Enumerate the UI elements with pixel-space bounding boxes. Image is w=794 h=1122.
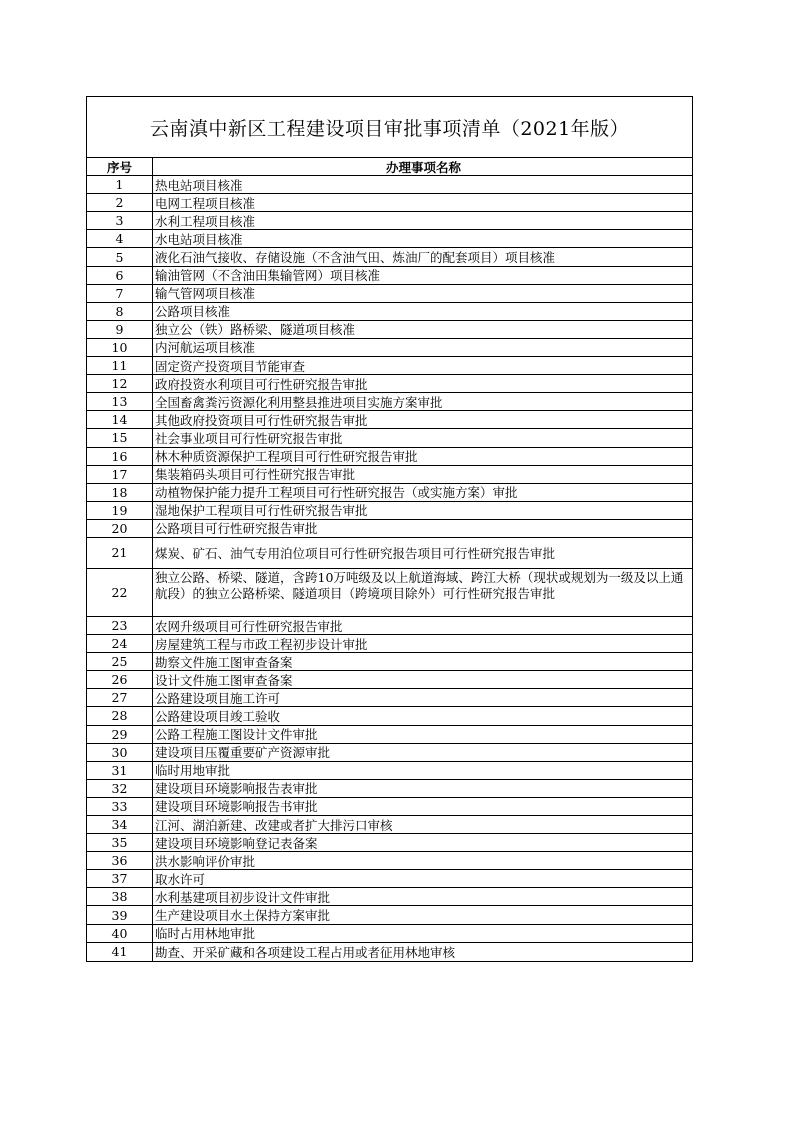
page-title: 云南滇中新区工程建设项目审批事项清单（2021年版） [87, 97, 692, 158]
table-row [87, 744, 692, 762]
row-number: 29 [87, 726, 153, 743]
item-name: 取水许可 [155, 871, 206, 887]
row-number: 25 [87, 653, 153, 670]
item-name: 煤炭、矿石、油气专用泊位项目可行性研究报告项目可行性研究报告审批 [155, 545, 556, 561]
item-name: 其他政府投资项目可行性研究报告审批 [155, 412, 368, 428]
row-number: 36 [87, 852, 153, 869]
table-row [87, 303, 692, 321]
row-number: 21 [87, 538, 153, 568]
row-number: 15 [87, 429, 153, 446]
table-row [87, 762, 692, 780]
table-row [87, 707, 692, 725]
table-row [87, 194, 692, 212]
item-name: 公路建设项目施工许可 [155, 690, 281, 706]
item-name: 设计文件施工图审查备案 [155, 672, 293, 688]
item-name: 水利工程项目核准 [155, 213, 256, 229]
item-name: 公路项目可行性研究报告审批 [155, 521, 318, 537]
item-name: 江河、湖泊新建、改建或者扩大排污口审核 [155, 817, 393, 833]
table-row [87, 617, 692, 635]
row-number: 4 [87, 230, 153, 247]
table-row [87, 176, 692, 194]
row-number: 39 [87, 906, 153, 923]
table-row [87, 339, 692, 357]
item-name: 集装箱码头项目可行性研究报告审批 [155, 467, 356, 483]
table-row [87, 520, 692, 538]
row-number: 30 [87, 744, 153, 761]
item-name: 动植物保护能力提升工程项目可行性研究报告（或实施方案）审批 [155, 485, 518, 501]
table-row [87, 689, 692, 707]
table-row [87, 834, 692, 852]
row-number: 2 [87, 194, 153, 211]
row-number: 5 [87, 248, 153, 265]
item-name: 水电站项目核准 [155, 231, 243, 247]
item-name: 农网升级项目可行性研究报告审批 [155, 618, 343, 634]
table-row [87, 484, 692, 502]
row-number: 13 [87, 393, 153, 410]
approval-list-table [86, 96, 693, 962]
item-name: 电网工程项目核准 [155, 195, 256, 211]
row-number: 23 [87, 617, 153, 634]
item-name: 建设项目环境影响报告书审批 [155, 799, 318, 815]
item-name: 生产建设项目水土保持方案审批 [155, 908, 331, 924]
row-number: 33 [87, 798, 153, 815]
table-row [87, 888, 692, 906]
table-row [87, 502, 692, 520]
table-row [87, 780, 692, 798]
table-row [87, 357, 692, 375]
table-row [87, 466, 692, 484]
table-row [87, 285, 692, 303]
item-name: 独立公路、桥梁、隧道，含跨10万吨级及以上航道海域、跨江大桥（现状或规划为一级及以上通航段）的独立公路桥梁、隧道项目（跨境项目除外）可行性研究报告审批 [155, 569, 684, 601]
row-number: 31 [87, 762, 153, 779]
item-name: 洪水影响评价审批 [155, 853, 256, 869]
table-row [87, 212, 692, 230]
row-number: 32 [87, 780, 153, 797]
item-name: 液化石油气接收、存储设施（不含油气田、炼油厂的配套项目）项目核准 [155, 250, 556, 266]
row-number: 35 [87, 834, 153, 851]
table-row [87, 943, 692, 961]
table-row [87, 538, 692, 569]
table-row [87, 852, 692, 870]
item-name: 输气管网项目核准 [155, 286, 256, 302]
table-row [87, 267, 692, 285]
item-name: 热电站项目核准 [155, 177, 243, 193]
row-number: 7 [87, 285, 153, 302]
table-header [87, 158, 692, 176]
table-row [87, 569, 692, 617]
row-number: 11 [87, 357, 153, 374]
table-row [87, 925, 692, 943]
table-body [87, 176, 692, 961]
row-number: 24 [87, 635, 153, 652]
item-name: 政府投资水利项目可行性研究报告审批 [155, 376, 368, 392]
item-name: 林木种质资源保护工程项目可行性研究报告审批 [155, 449, 418, 465]
item-name: 建设项目压覆重要矿产资源审批 [155, 745, 331, 761]
table-row [87, 448, 692, 466]
table-row [87, 375, 692, 393]
table-row [87, 798, 692, 816]
row-number: 38 [87, 888, 153, 905]
row-number: 8 [87, 303, 153, 320]
row-number: 37 [87, 870, 153, 887]
table-row [87, 393, 692, 411]
item-name: 建设项目环境影响登记表备案 [155, 835, 318, 851]
item-name: 社会事业项目可行性研究报告审批 [155, 430, 343, 446]
row-number: 28 [87, 707, 153, 724]
item-name: 公路建设项目竣工验收 [155, 708, 281, 724]
table-row [87, 230, 692, 248]
item-name: 建设项目环境影响报告表审批 [155, 781, 318, 797]
item-name: 公路项目核准 [155, 304, 231, 320]
row-number: 14 [87, 411, 153, 428]
table-row [87, 906, 692, 924]
row-number: 17 [87, 466, 153, 483]
table-row [87, 816, 692, 834]
table-row [87, 635, 692, 653]
row-number: 1 [87, 176, 153, 193]
table-row [87, 671, 692, 689]
row-number: 6 [87, 267, 153, 284]
table-row [87, 429, 692, 447]
column-header-name: 办理事项名称 [385, 159, 461, 175]
table-row [87, 870, 692, 888]
item-name: 公路工程施工图设计文件审批 [155, 727, 318, 743]
row-number: 16 [87, 448, 153, 465]
table-row [87, 653, 692, 671]
item-name: 勘查、开采矿藏和各项建设工程占用或者征用林地审核 [155, 944, 456, 960]
table-row [87, 321, 692, 339]
item-name: 临时占用林地审批 [155, 926, 256, 942]
row-number: 9 [87, 321, 153, 338]
row-number: 22 [87, 569, 153, 616]
item-name: 内河航运项目核准 [155, 340, 256, 356]
table-row [87, 726, 692, 744]
table-row [87, 248, 692, 266]
row-number: 19 [87, 502, 153, 519]
row-number: 26 [87, 671, 153, 688]
item-name: 独立公（铁）路桥梁、隧道项目核准 [155, 322, 356, 338]
item-name: 输油管网（不含油田集输管网）项目核准 [155, 268, 381, 284]
row-number: 20 [87, 520, 153, 537]
row-number: 41 [87, 943, 153, 961]
item-name: 临时用地审批 [155, 763, 231, 779]
item-name: 全国畜禽粪污资源化利用整县推进项目实施方案审批 [155, 394, 443, 410]
item-name: 固定资产投资项目节能审查 [155, 358, 306, 374]
row-number: 18 [87, 484, 153, 501]
row-number: 40 [87, 925, 153, 942]
table-row [87, 411, 692, 429]
row-number: 34 [87, 816, 153, 833]
item-name: 房屋建筑工程与市政工程初步设计审批 [155, 636, 368, 652]
item-name: 勘察文件施工图审查备案 [155, 654, 293, 670]
column-header-no: 序号 [87, 158, 153, 175]
item-name: 湿地保护工程项目可行性研究报告审批 [155, 503, 368, 519]
row-number: 12 [87, 375, 153, 392]
item-name: 水利基建项目初步设计文件审批 [155, 889, 331, 905]
row-number: 27 [87, 689, 153, 706]
row-number: 3 [87, 212, 153, 229]
row-number: 10 [87, 339, 153, 356]
